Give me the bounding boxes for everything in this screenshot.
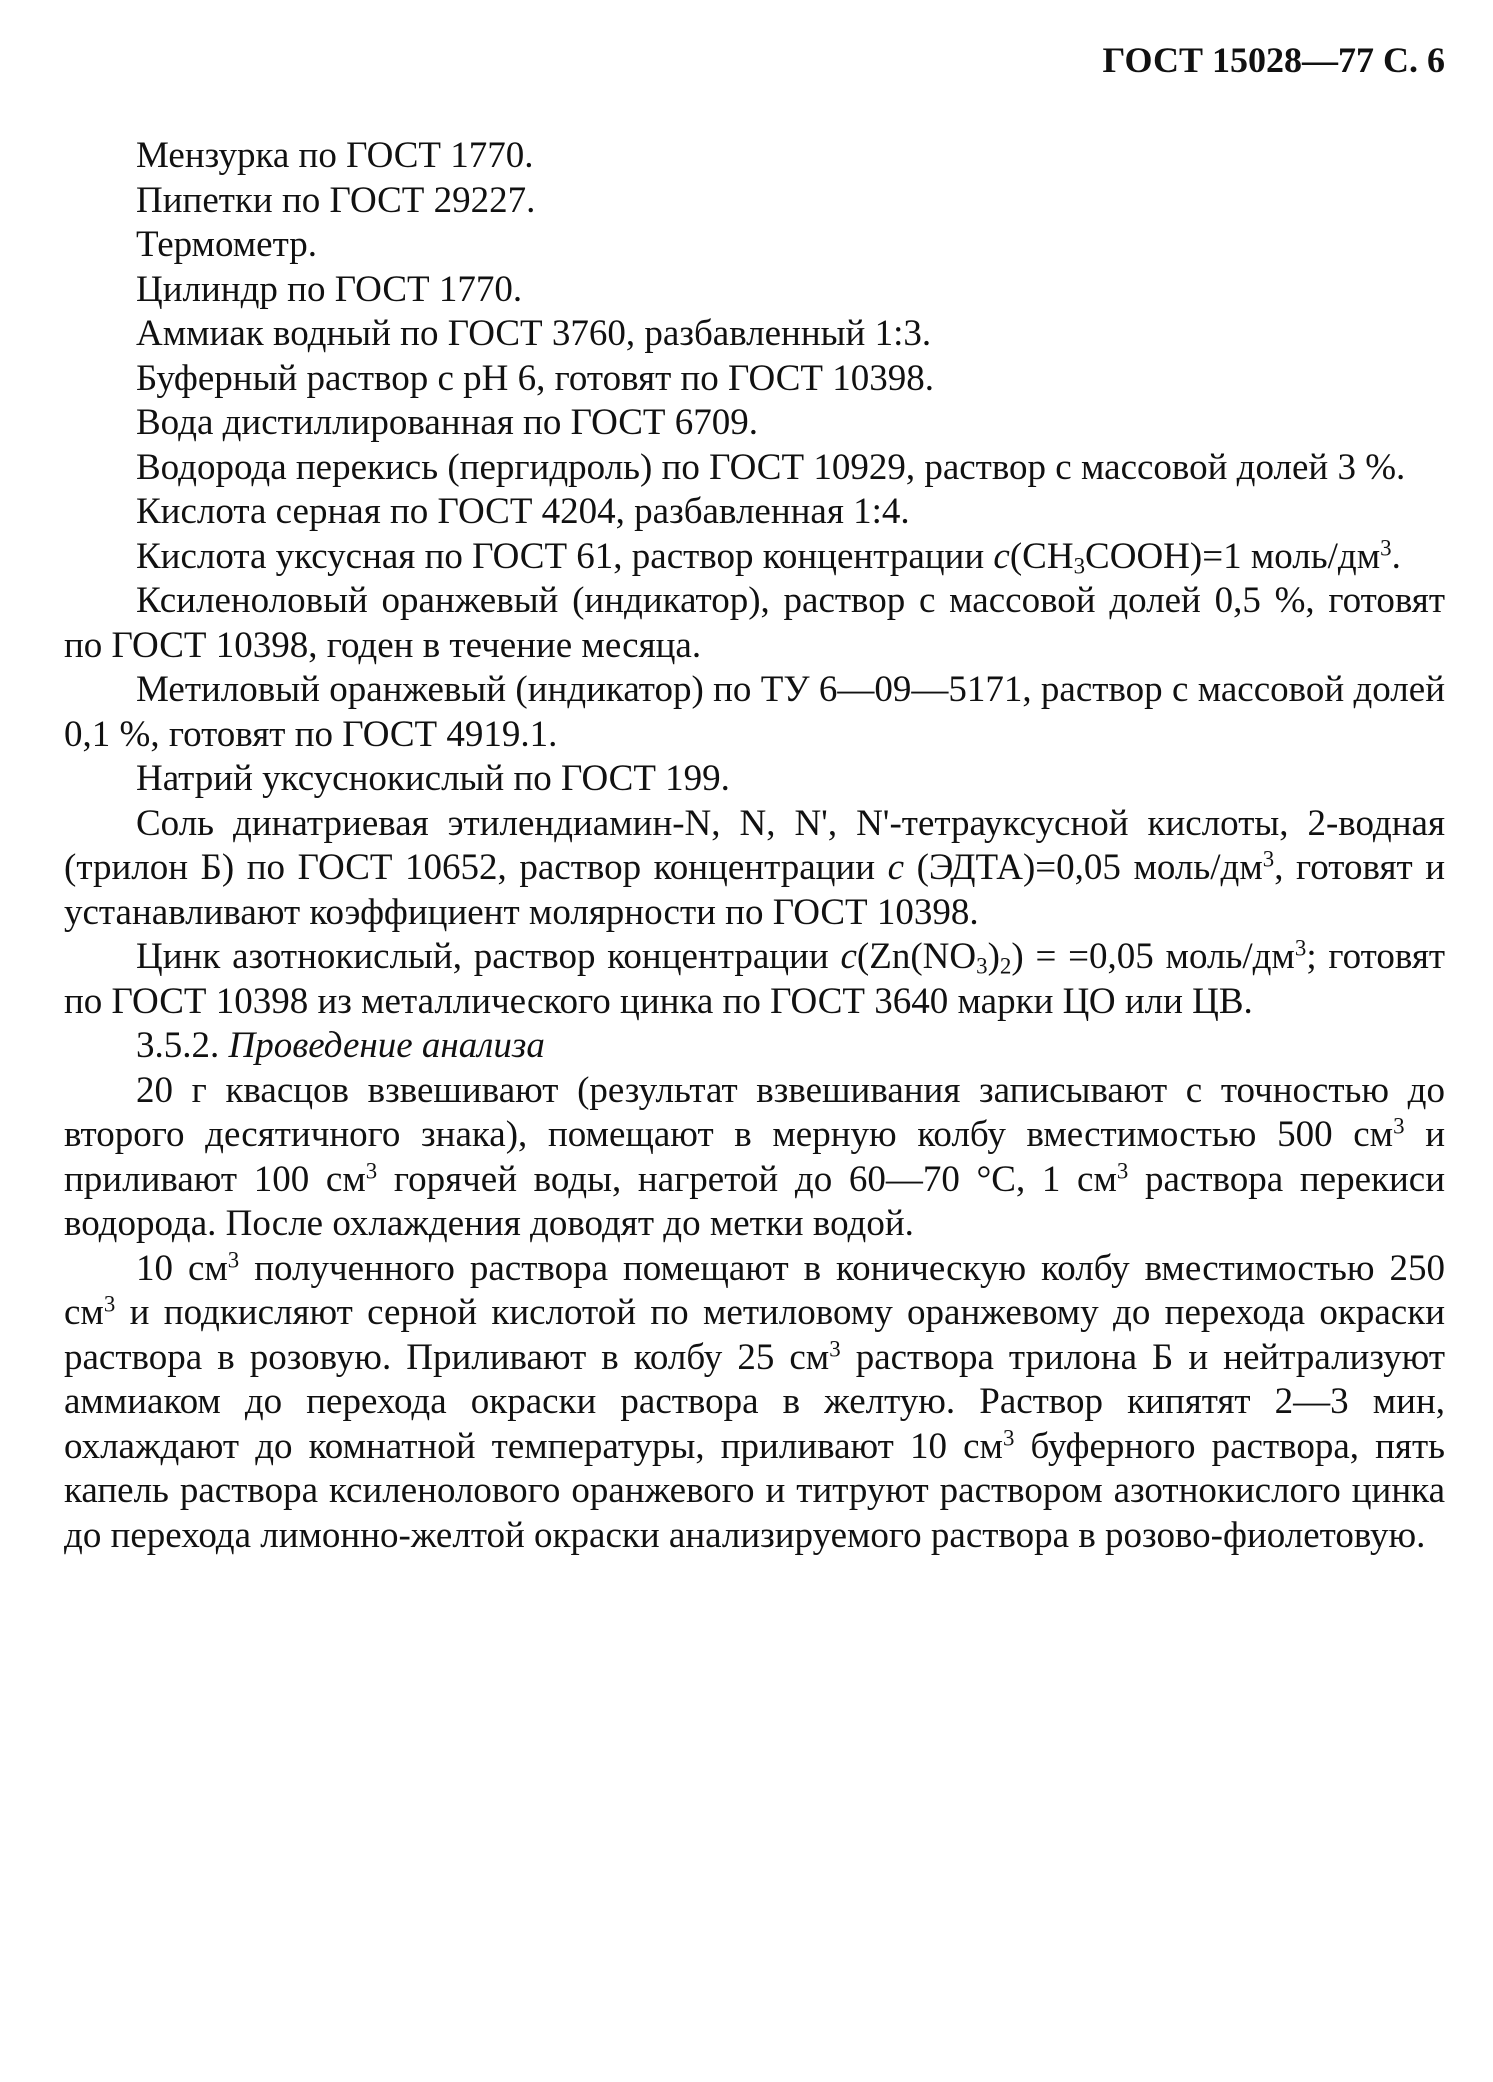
paragraph-2 (64, 1247, 1445, 1559)
document-body (64, 134, 1445, 1558)
para2-text-c: полученного раствора помещают в коническую колбу вместимостью 250 см (64, 1247, 1445, 1333)
acetic-subscript: 3 (1073, 553, 1086, 579)
trilon-formula: (ЭДТА)=0,05 моль/дм (904, 847, 1263, 888)
para1-sup-2: 3 (365, 1157, 378, 1183)
para2-sup-3: 3 (829, 1335, 841, 1361)
para1-text-g: раствора перекиси водорода. После охлаждения доводят до метки водой. (64, 1158, 1445, 1244)
list-item: Мензурка по ГОСТ 1770. (136, 135, 534, 176)
zinc-subscript-3: 3 (976, 953, 988, 979)
acetic-superscript: 3 (1380, 534, 1392, 560)
para2-text-i: буферного раствора, пять капель раствора ксиленолового оранжевого и титруют раствором азотнокислого цинка до перехода лимонно-желтой окраски анализируемого раствора в розово-фиолетовую. (64, 1425, 1445, 1556)
trilon-superscript: 3 (1262, 846, 1275, 872)
page-header: ГОСТ 15028—77 С. 6 (1102, 40, 1445, 80)
para2-sup-4: 3 (1002, 1424, 1015, 1450)
zinc-superscript: 3 (1294, 935, 1307, 961)
para2-sup-1: 3 (227, 1246, 240, 1272)
list-item: Буферный раствор с рН 6, готовят по ГОСТ 10398. (136, 357, 934, 399)
acetic-formula-start: (CH (1009, 535, 1074, 577)
para2-text-e: и подкисляют серной кислотой по метиловому оранжевому до перехода окраски раствора в розовую. Приливают в колбу 25 см (64, 1292, 1445, 1378)
para2-text-g: раствора трилона Б и нейтрализуют аммиаком до перехода окраски раствора в желтую. Раствор кипятят 2—3 мин, охлаждают до комнатной температуры, приливают 10 см (64, 1336, 1445, 1467)
list-item-trilon (64, 802, 1445, 936)
para1-sup-3: 3 (1116, 1157, 1129, 1183)
zinc-formula-start: (Zn(NO (856, 936, 977, 977)
zinc-subscript-2: 2 (999, 953, 1012, 979)
para2-text-a: 10 см (136, 1247, 228, 1289)
list-item: Кислота серная по ГОСТ 4204, разбавленная 1:4. (136, 491, 910, 532)
para2-sup-2: 3 (103, 1291, 116, 1317)
para1-text-e: горячей воды, нагретой до 60—70 °С, 1 см (377, 1158, 1117, 1200)
list-item: Метиловый оранжевый (индикатор) по ТУ 6—09—5171, раствор с массовой долей 0,1 %, готовят по ГОСТ 4919.1. (64, 669, 1445, 755)
section-number: 3.5.2. (136, 1025, 229, 1066)
acetic-text: Кислота уксусная по ГОСТ 61, раствор концентрации (136, 535, 994, 577)
zinc-formula-value: ) = =0,05 моль/дм (1011, 936, 1295, 977)
section-title: Проведение анализа (228, 1025, 545, 1066)
list-item-zinc (64, 935, 1445, 1024)
zinc-text: Цинк азотнокислый, раствор концентрации (136, 936, 841, 977)
acetic-period: . (1391, 535, 1401, 577)
list-item: Аммиак водный по ГОСТ 3760, разбавленный 1:3. (136, 313, 932, 354)
trilon-text-end: , готовят и устанавливают коэффициент молярности по ГОСТ 10398. (64, 847, 1445, 933)
zinc-c-symbol: с (840, 936, 857, 977)
zinc-text-end: ; готовят по ГОСТ 10398 из металлического цинка по ГОСТ 3640 марки ЦО или ЦВ. (64, 936, 1446, 1022)
list-item: Вода дистиллированная по ГОСТ 6709. (136, 402, 759, 443)
trilon-c-symbol: с (887, 847, 905, 888)
para1-text-c: и приливают 100 см (64, 1114, 1445, 1200)
list-item: Натрий уксуснокислый по ГОСТ 199. (136, 758, 730, 799)
list-item: Ксиленоловый оранжевый (индикатор), раствор с массовой долей 0,5 %, готовят по ГОСТ 10398, годен в течение месяца. (64, 580, 1445, 666)
para1-sup-1: 3 (1393, 1113, 1405, 1139)
list-item: Водорода перекись (пергидроль) по ГОСТ 10929, раствор с массовой долей 3 %. (136, 446, 1406, 488)
list-item-acetic-acid (64, 535, 1445, 580)
para1-text-a: 20 г квасцов взвешивают (результат взвешивания записывают с точностью до второго десятичного знака), помещают в мерную колбу вместимостью 500 см (64, 1069, 1445, 1155)
acetic-formula-end: COOH)=1 моль/дм (1085, 535, 1381, 577)
zinc-formula-paren: ) (987, 936, 1000, 977)
paragraph-1 (64, 1069, 1445, 1247)
list-item: Пипетки по ГОСТ 29227. (136, 179, 536, 221)
section-heading (64, 1024, 1445, 1069)
trilon-text: Соль динатриевая этилендиамин-N, N, N', N'-тетрауксусной кислоты, 2-водная (трилон Б) по ГОСТ 10652, раствор концентрации (64, 802, 1445, 888)
list-item: Цилиндр по ГОСТ 1770. (136, 268, 523, 310)
acetic-c-symbol: с (993, 535, 1010, 577)
list-item: Термометр. (136, 224, 317, 265)
